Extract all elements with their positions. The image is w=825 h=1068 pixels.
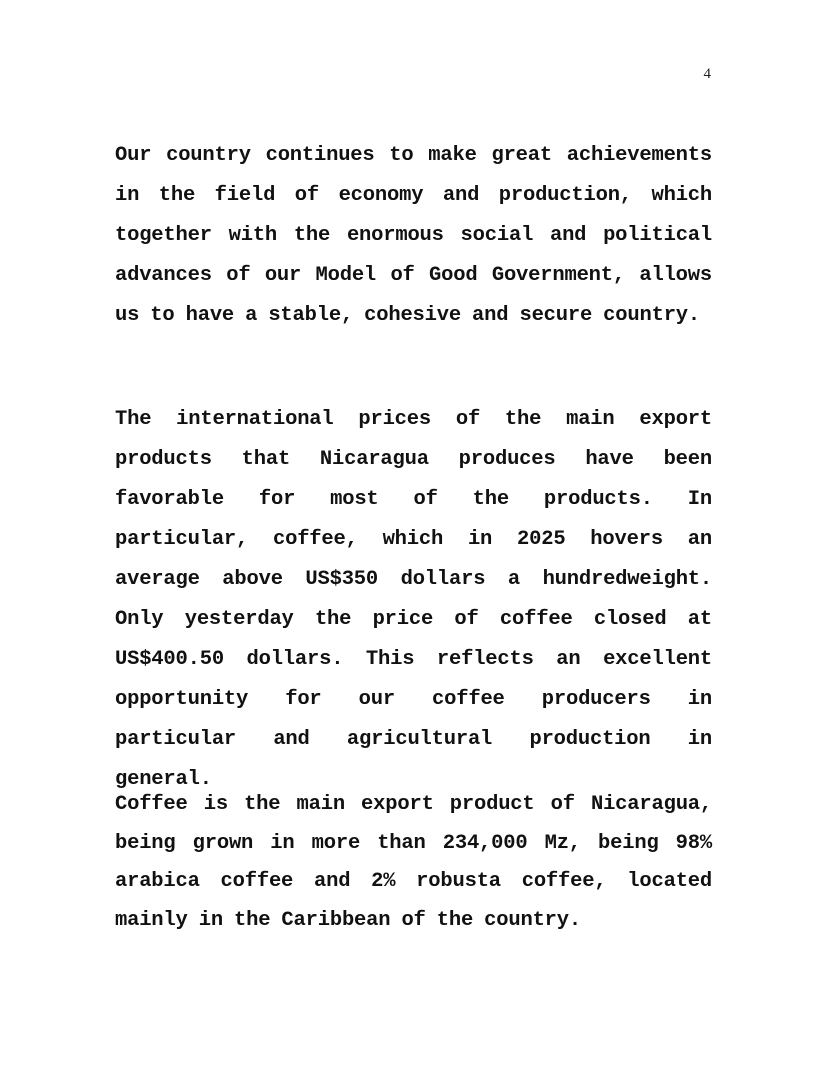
- paragraph-coffee: Coffee is the main export product of Nicaragua, being grown in more than 234,000 Mz, being 98% arabica coffee and 2% robusta coffee, located mainly in the Caribbean of the country.: [115, 793, 712, 932]
- paragraph-economy: Our country continues to make great achievements in the field of economy and production, which together with the enormous social and political advances of our Model of Good Government, allows us to have a stable, cohesive and secure country.: [115, 144, 712, 327]
- paragraph-export-prices: The international prices of the main export products that Nicaragua produces have been favorable for most of the products. In particular, coffee, which in 2025 hovers an average above US$350 dollars a hundredweight. Only yesterday the price of coffee closed at US$400.50 dollars. This reflects an excellent opportunity for our coffee producers in particular and agricultural production in general.: [115, 408, 712, 791]
- page-number: 4: [703, 66, 711, 82]
